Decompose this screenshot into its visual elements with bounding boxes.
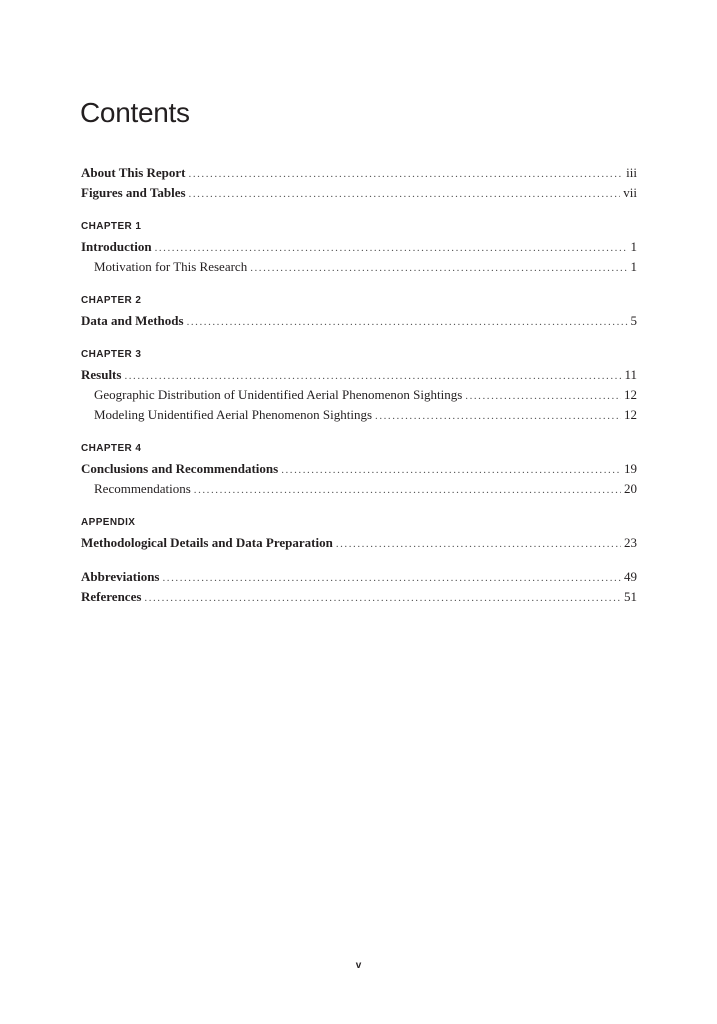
toc-entry-page: 23 xyxy=(624,535,637,550)
toc-entry-page: 11 xyxy=(624,367,637,382)
toc-entry-title: Motivation for This Research xyxy=(94,259,248,274)
toc-entry-page: iii xyxy=(626,165,637,180)
dot-leader xyxy=(189,184,621,204)
section-spacer xyxy=(81,553,637,567)
toc-entry-about-this-report[interactable] xyxy=(81,163,637,183)
toc-entry-page: 51 xyxy=(624,589,637,604)
chapter-label: CHAPTER 2 xyxy=(81,295,142,306)
toc-entry-title: Geographic Distribution of Unidentified Aerial Phenomenon Sightings xyxy=(94,387,463,402)
dot-leader xyxy=(155,238,628,258)
toc-entry-title: Methodological Details and Data Preparation xyxy=(81,535,333,550)
toc-entry-introduction[interactable] xyxy=(81,237,637,257)
chapter-label: CHAPTER 1 xyxy=(81,221,142,232)
toc-entry-title: Modeling Unidentified Aerial Phenomenon Sightings xyxy=(94,407,373,422)
dot-leader xyxy=(375,406,621,426)
toc-chapter-2 xyxy=(81,291,637,331)
toc-entry-page: 19 xyxy=(624,461,637,476)
toc-entry-methodological-details[interactable] xyxy=(81,533,637,553)
toc-entry-title: Data and Methods xyxy=(81,313,184,328)
appendix-label: APPENDIX xyxy=(81,517,136,528)
toc-entry-abbreviations[interactable] xyxy=(81,567,637,587)
toc-entry-data-and-methods[interactable] xyxy=(81,311,637,331)
toc-entry-figures-and-tables[interactable] xyxy=(81,183,637,203)
toc-entry-recommendations[interactable] xyxy=(81,479,637,499)
dot-leader xyxy=(336,534,621,554)
toc-entry-title: Introduction xyxy=(81,239,152,254)
toc-front-matter xyxy=(81,163,637,203)
toc-entry-title: Recommendations xyxy=(94,481,191,496)
dot-leader xyxy=(189,164,624,184)
page-number: v xyxy=(355,960,362,971)
toc-entry-page: 12 xyxy=(624,387,637,402)
toc-entry-page: 1 xyxy=(630,239,637,254)
toc-entry-geographic-distribution[interactable] xyxy=(81,385,637,405)
toc-entry-title: Figures and Tables xyxy=(81,185,186,200)
chapter-label: CHAPTER 3 xyxy=(81,349,142,360)
toc-entry-modeling[interactable] xyxy=(81,405,637,425)
toc-entry-page: 5 xyxy=(630,313,637,328)
toc-entry-title: About This Report xyxy=(81,165,186,180)
dot-leader xyxy=(144,588,621,608)
chapter-label: CHAPTER 4 xyxy=(81,443,142,454)
page-title: Contents xyxy=(80,97,190,128)
toc-chapter-4 xyxy=(81,439,637,499)
toc-entry-page: 49 xyxy=(624,569,637,584)
toc-back-matter xyxy=(81,567,637,607)
toc-entry-title: References xyxy=(81,589,142,604)
dot-leader xyxy=(281,460,621,480)
toc-entry-page: 1 xyxy=(630,259,637,274)
toc-chapter-1 xyxy=(81,217,637,277)
toc-entry-page: vii xyxy=(623,185,637,200)
toc-entry-motivation[interactable] xyxy=(81,257,637,277)
toc-appendix xyxy=(81,513,637,553)
toc-entry-references[interactable] xyxy=(81,587,637,607)
toc-entry-title: Conclusions and Recommendations xyxy=(81,461,279,476)
dot-leader xyxy=(163,568,622,588)
dot-leader xyxy=(465,386,621,406)
toc-entry-page: 12 xyxy=(624,407,637,422)
dot-leader xyxy=(194,480,621,500)
dot-leader xyxy=(187,312,628,332)
toc-entry-page: 20 xyxy=(624,481,637,496)
toc-entry-title: Results xyxy=(81,367,122,382)
toc-entry-results[interactable] xyxy=(81,365,637,385)
table-of-contents xyxy=(81,163,637,607)
toc-entry-conclusions[interactable] xyxy=(81,459,637,479)
toc-chapter-3 xyxy=(81,345,637,425)
toc-entry-title: Abbreviations xyxy=(81,569,160,584)
dot-leader xyxy=(124,366,621,386)
dot-leader xyxy=(250,258,627,278)
